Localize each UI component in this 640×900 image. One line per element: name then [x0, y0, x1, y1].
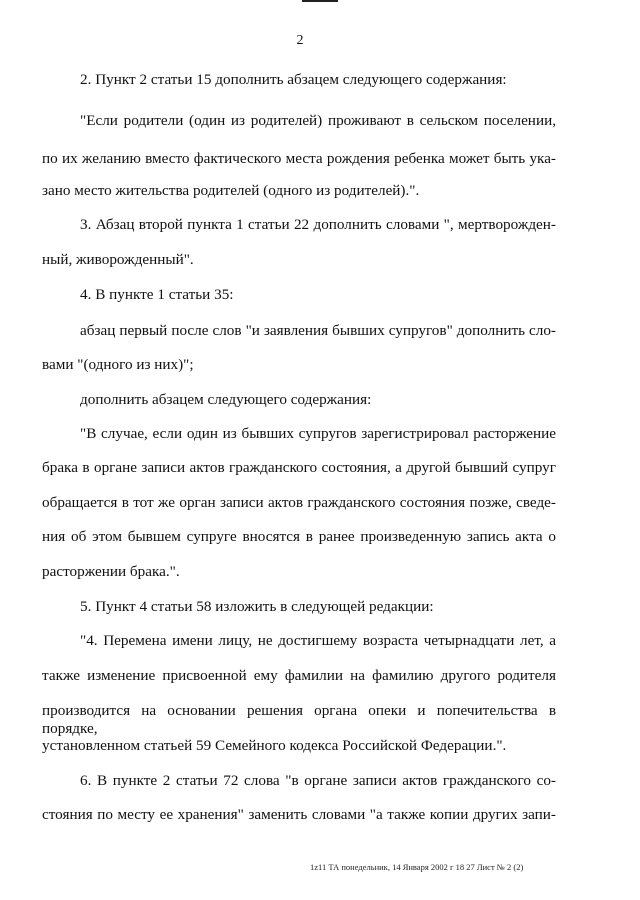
item-4-heading: 4. В пункте 1 статьи 35:	[80, 286, 234, 303]
body-line: "В случае, если один из бывших супругов зарегистрировал расторжение	[80, 425, 556, 442]
item-3-heading: 3. Абзац второй пункта 1 статьи 22 дополнить словами ", мертворожден-	[80, 216, 556, 233]
item-5-heading: 5. Пункт 4 статьи 58 изложить в следующей редакции:	[80, 598, 434, 615]
body-line: вами "(одного из них)";	[42, 356, 194, 373]
body-line: абзац первый после слов "и заявления бывших супругов" дополнить сло-	[80, 322, 556, 339]
item-2-heading: 2. Пункт 2 статьи 15 дополнить абзацем следующего содержания:	[80, 71, 507, 88]
body-line: производится на основании решения органа опеки и попечительства в порядке,	[42, 702, 556, 737]
item-6-heading: 6. В пункте 2 статьи 72 слова "в органе записи актов гражданского со-	[80, 772, 556, 789]
page-number: 2	[296, 33, 304, 48]
body-line: ный, живорожденный".	[42, 251, 194, 268]
body-line: "Если родители (один из родителей) проживают в сельском поселении,	[80, 112, 556, 129]
body-line: стояния по месту ее хранения" заменить словами "а также копии других запи-	[42, 806, 556, 823]
body-line: брака в органе записи актов гражданского состояния, а другой бывший супруг	[42, 459, 556, 476]
body-line: обращается в тот же орган записи актов гражданского состояния позже, сведе-	[42, 494, 556, 511]
body-line: ния об этом бывшем супруге вносятся в ранее произведенную запись акта о	[42, 528, 556, 545]
page-footer: 1z11 ТА понедельник, 14 Января 2002 г 18 27 Лист № 2 (2)	[310, 862, 524, 872]
body-line: установленном статьей 59 Семейного кодекса Российской Федерации.".	[42, 737, 507, 754]
body-line: по их желанию вместо фактического места рождения ребенка может быть ука-	[42, 150, 556, 167]
body-line: расторжении брака.".	[42, 563, 180, 580]
body-line: также изменение присвоенной ему фамилии на фамилию другого родителя	[42, 667, 556, 684]
body-line: "4. Перемена имени лицу, не достигшему возраста четырнадцати лет, а	[80, 632, 556, 649]
body-line: зано место жительства родителей (одного из родителей).".	[42, 182, 420, 199]
body-line: дополнить абзацем следующего содержания:	[80, 391, 372, 408]
top-rule	[302, 0, 338, 2]
